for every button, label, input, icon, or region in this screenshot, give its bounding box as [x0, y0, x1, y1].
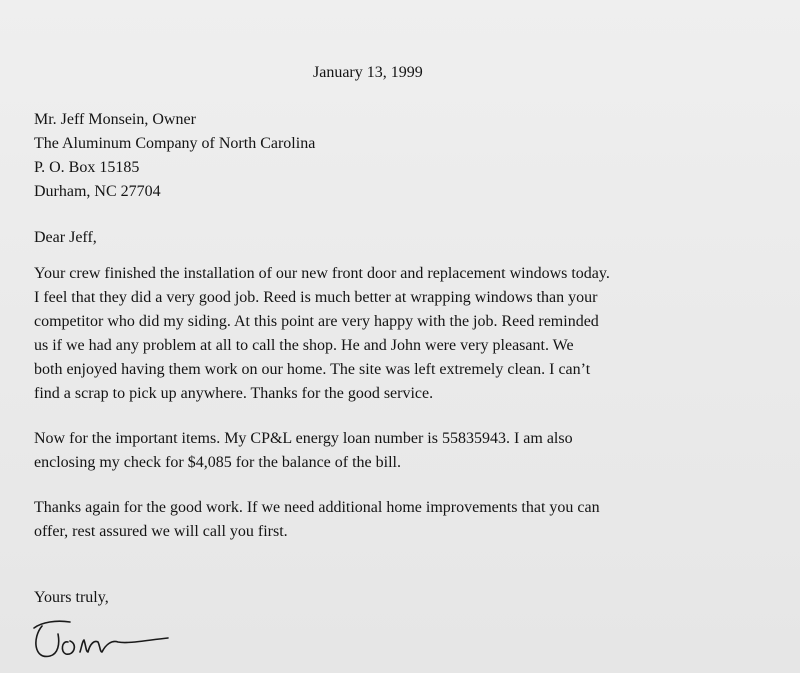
body-paragraph-3: [34, 496, 600, 544]
body-line: I feel that they did a very good job. Reed is much better at wrapping windows than your: [34, 289, 598, 306]
body-line: Thanks again for the good work. If we need additional home improvements that you can: [34, 499, 600, 516]
body-line: Now for the important items. My CP&L energy loan number is 55835943. I am also: [34, 430, 573, 447]
recipient-line: P. O. Box 15185: [34, 159, 140, 176]
body-paragraph-2: [34, 427, 573, 475]
recipient-line: The Aluminum Company of North Carolina: [34, 135, 316, 152]
closing: Yours truly,: [34, 589, 109, 606]
body-line: both enjoyed having them work on our home. The site was left extremely clean. I can’t: [34, 361, 591, 378]
recipient-line: Mr. Jeff Monsein, Owner: [34, 111, 196, 128]
salutation: Dear Jeff,: [34, 229, 97, 246]
body-line: Your crew finished the installation of our new front door and replacement windows today.: [34, 265, 610, 282]
handwritten-signature: [28, 608, 178, 668]
body-paragraph-1: [34, 262, 610, 406]
recipient-line: Durham, NC 27704: [34, 183, 161, 200]
body-line: offer, rest assured we will call you first.: [34, 523, 288, 540]
body-line: us if we had any problem at all to call the shop. He and John were very pleasant. We: [34, 337, 574, 354]
recipient-address: [34, 108, 315, 204]
body-line: competitor who did my siding. At this point are very happy with the job. Reed reminded: [34, 313, 599, 330]
letter-date: January 13, 1999: [313, 64, 423, 81]
body-line: find a scrap to pick up anywhere. Thanks for the good service.: [34, 385, 434, 402]
body-line: enclosing my check for $4,085 for the balance of the bill.: [34, 454, 401, 471]
